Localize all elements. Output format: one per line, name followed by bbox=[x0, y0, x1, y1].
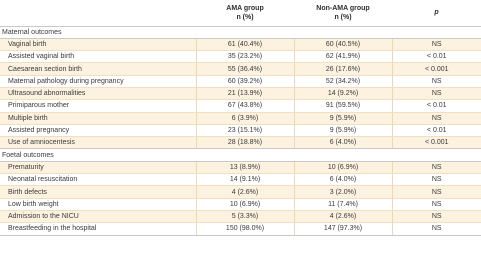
ama-value: 10 (6.9%) bbox=[196, 198, 294, 210]
table-row bbox=[0, 38, 481, 50]
outcome-label: Maternal pathology during pregnancy bbox=[0, 75, 196, 87]
p-value: NS bbox=[392, 174, 481, 186]
non-ama-value: 4 (2.6%) bbox=[294, 210, 392, 222]
non-ama-value: 3 (2.0%) bbox=[294, 186, 392, 198]
table-row bbox=[0, 161, 481, 173]
table-row bbox=[0, 100, 481, 112]
table-row bbox=[0, 124, 481, 136]
ama-value: 14 (9.1%) bbox=[196, 174, 294, 186]
table-row bbox=[0, 75, 481, 87]
non-ama-value: 26 (17.6%) bbox=[294, 63, 392, 75]
table-row bbox=[0, 112, 481, 124]
outcome-label: Multiple birth bbox=[0, 112, 196, 124]
non-ama-value: 6 (4.0%) bbox=[294, 174, 392, 186]
non-ama-value: 14 (9.2%) bbox=[294, 87, 392, 99]
header-ama-title: AMA group bbox=[226, 4, 264, 12]
outcome-label: Birth defects bbox=[0, 186, 196, 198]
outcome-label: Breastfeeding in the hospital bbox=[0, 223, 196, 235]
p-value: < 0.01 bbox=[392, 51, 481, 63]
ama-value: 61 (40.4%) bbox=[196, 38, 294, 50]
table-row bbox=[0, 137, 481, 149]
section-header-row bbox=[0, 26, 481, 38]
header-outcome bbox=[0, 0, 196, 26]
table-row bbox=[0, 174, 481, 186]
section-title: Maternal outcomes bbox=[0, 26, 481, 38]
non-ama-value: 9 (5.9%) bbox=[294, 124, 392, 136]
outcome-label: Assisted pregnancy bbox=[0, 124, 196, 136]
header-non-ama-unit: n (%) bbox=[334, 13, 352, 21]
p-value: NS bbox=[392, 87, 481, 99]
p-value: NS bbox=[392, 198, 481, 210]
outcome-label: Use of amniocentesis bbox=[0, 137, 196, 149]
header-row bbox=[0, 0, 481, 26]
p-value: NS bbox=[392, 186, 481, 198]
outcome-label: Primiparous mother bbox=[0, 100, 196, 112]
header-p-value: p bbox=[392, 0, 481, 26]
ama-value: 55 (36.4%) bbox=[196, 63, 294, 75]
table-body bbox=[0, 26, 481, 235]
ama-value: 28 (18.8%) bbox=[196, 137, 294, 149]
p-value: NS bbox=[392, 161, 481, 173]
ama-value: 150 (98.0%) bbox=[196, 223, 294, 235]
section-title: Foetal outcomes bbox=[0, 149, 481, 161]
outcome-label: Vaginal birth bbox=[0, 38, 196, 50]
p-value: < 0.01 bbox=[392, 100, 481, 112]
ama-value: 35 (23.2%) bbox=[196, 51, 294, 63]
outcome-label: Prematurity bbox=[0, 161, 196, 173]
p-value: NS bbox=[392, 38, 481, 50]
table-row bbox=[0, 223, 481, 235]
ama-value: 21 (13.9%) bbox=[196, 87, 294, 99]
ama-value: 6 (3.9%) bbox=[196, 112, 294, 124]
outcome-label: Ultrasound abnormalities bbox=[0, 87, 196, 99]
outcome-label: Admission to the NICU bbox=[0, 210, 196, 222]
p-value: NS bbox=[392, 112, 481, 124]
ama-value: 13 (8.9%) bbox=[196, 161, 294, 173]
ama-value: 23 (15.1%) bbox=[196, 124, 294, 136]
p-value: NS bbox=[392, 75, 481, 87]
p-value: < 0.01 bbox=[392, 124, 481, 136]
ama-value: 5 (3.3%) bbox=[196, 210, 294, 222]
non-ama-value: 10 (6.9%) bbox=[294, 161, 392, 173]
p-value: < 0.001 bbox=[392, 63, 481, 75]
non-ama-value: 91 (59.5%) bbox=[294, 100, 392, 112]
table-row bbox=[0, 186, 481, 198]
non-ama-value: 60 (40.5%) bbox=[294, 38, 392, 50]
non-ama-value: 9 (5.9%) bbox=[294, 112, 392, 124]
header-non-ama-title: Non-AMA group bbox=[316, 4, 370, 12]
outcome-label: Neonatal resuscitation bbox=[0, 174, 196, 186]
header-non-ama-group bbox=[294, 0, 392, 26]
table-row bbox=[0, 63, 481, 75]
outcome-label: Caesarean section birth bbox=[0, 63, 196, 75]
table-row bbox=[0, 51, 481, 63]
p-value: NS bbox=[392, 210, 481, 222]
p-value: < 0.001 bbox=[392, 137, 481, 149]
header-ama-group bbox=[196, 0, 294, 26]
table-row bbox=[0, 210, 481, 222]
ama-value: 67 (43.8%) bbox=[196, 100, 294, 112]
section-header-row bbox=[0, 149, 481, 161]
ama-value: 60 (39.2%) bbox=[196, 75, 294, 87]
ama-value: 4 (2.6%) bbox=[196, 186, 294, 198]
non-ama-value: 6 (4.0%) bbox=[294, 137, 392, 149]
non-ama-value: 52 (34.2%) bbox=[294, 75, 392, 87]
outcome-label: Assisted vaginal birth bbox=[0, 51, 196, 63]
non-ama-value: 11 (7.4%) bbox=[294, 198, 392, 210]
table-row bbox=[0, 87, 481, 99]
non-ama-value: 62 (41.9%) bbox=[294, 51, 392, 63]
outcome-label: Low birth weight bbox=[0, 198, 196, 210]
header-ama-unit: n (%) bbox=[236, 13, 254, 21]
non-ama-value: 147 (97.3%) bbox=[294, 223, 392, 235]
p-value: NS bbox=[392, 223, 481, 235]
table-row bbox=[0, 198, 481, 210]
